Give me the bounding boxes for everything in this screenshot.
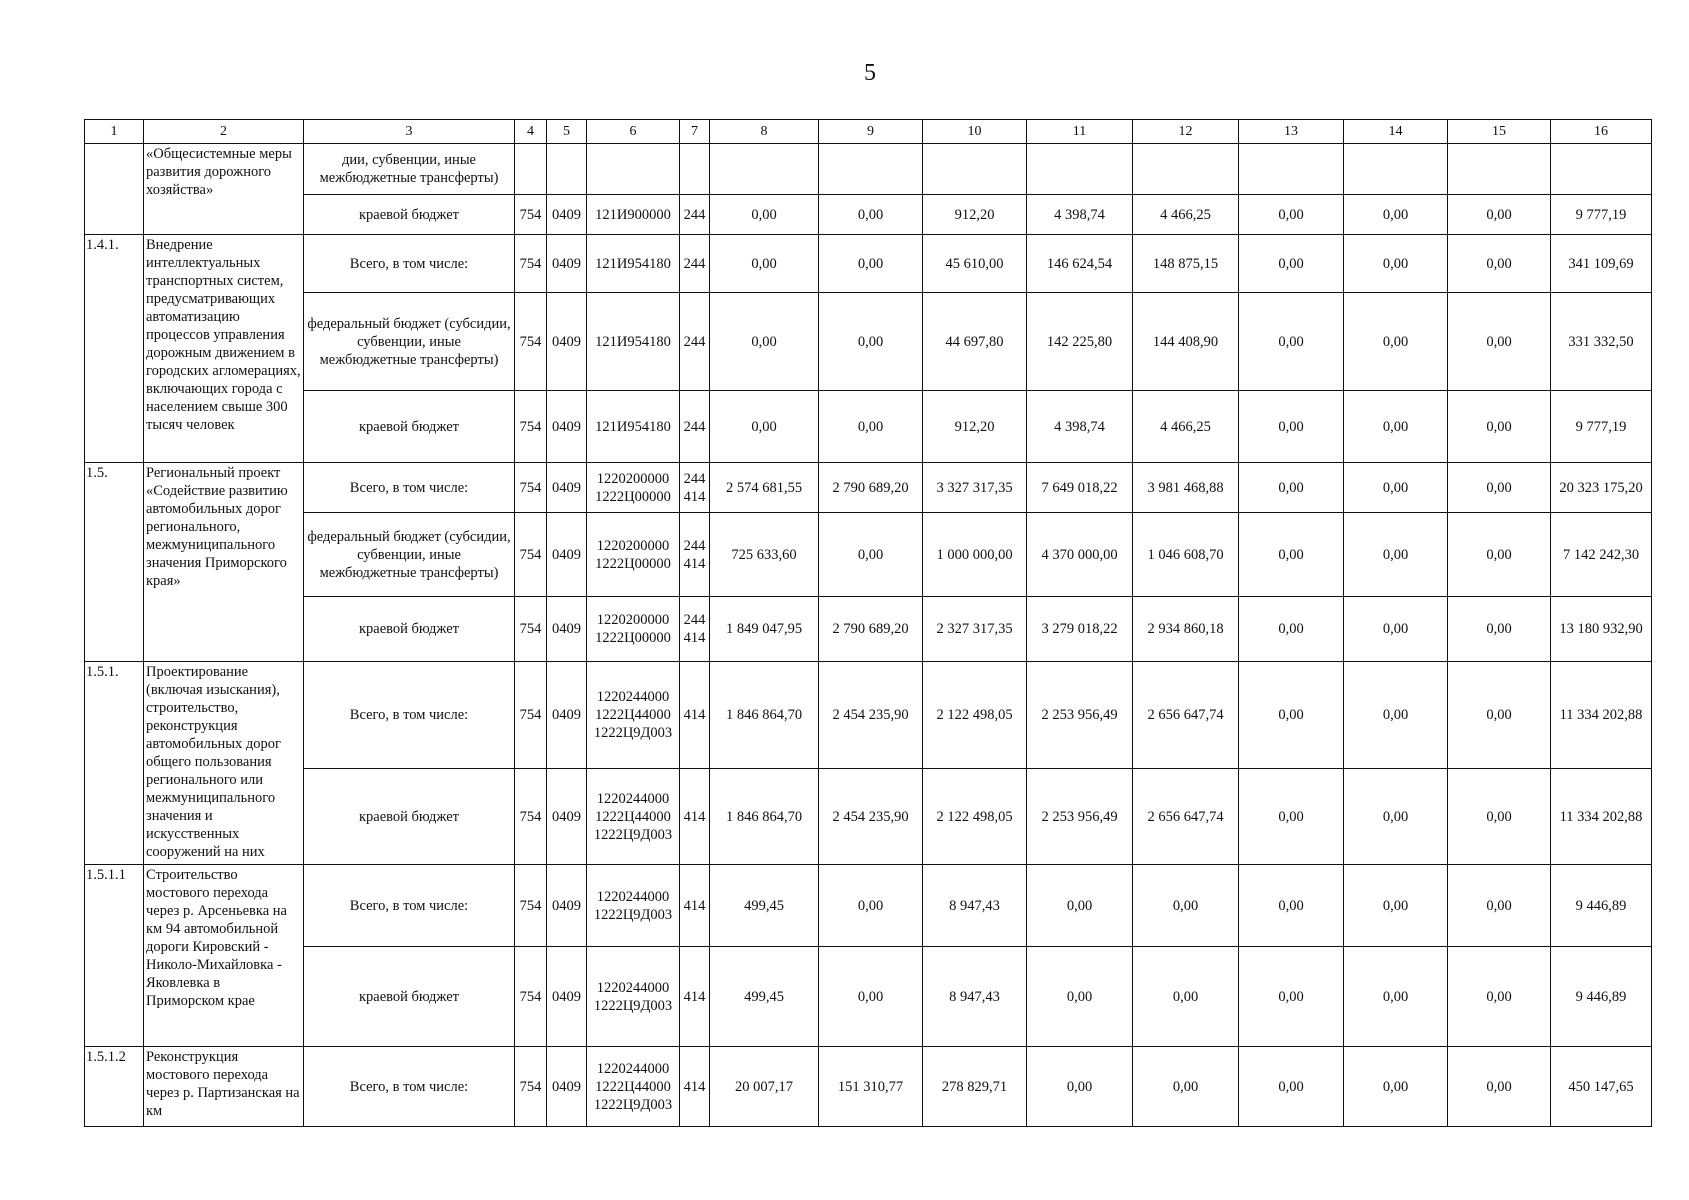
amount-cell: 1 046 608,70	[1133, 513, 1239, 597]
amount-cell: 0,00	[1344, 865, 1448, 947]
amount-cell: 0,00	[1239, 463, 1344, 513]
amount-cell: 0,00	[1344, 947, 1448, 1047]
target-article-code	[587, 195, 680, 235]
target-article-code	[587, 947, 680, 1047]
amount-cell: 0,00	[1448, 769, 1551, 865]
amount-cell: 0,00	[1239, 947, 1344, 1047]
amount-cell: 8 947,43	[923, 947, 1027, 1047]
target-article-line: 1220244000	[596, 979, 670, 996]
amount-cell	[819, 144, 923, 195]
target-article-line: 1222Ц00000	[595, 630, 671, 646]
amount-cell	[1133, 144, 1239, 195]
amount-cell: 499,45	[710, 947, 819, 1047]
item-name: «Общесистемные меры развития дорожного хозяйства»	[144, 144, 304, 235]
amount-cell: 0,00	[710, 235, 819, 293]
target-article-line: 1222Ц00000	[595, 555, 671, 572]
budget-code: 754	[515, 513, 547, 597]
funding-source: Всего, в том числе:	[304, 1047, 515, 1127]
target-article-line: 121И900000	[595, 206, 671, 223]
target-article-code	[587, 463, 680, 513]
amount-cell: 2 934 860,18	[1133, 597, 1239, 662]
table-row	[85, 865, 1652, 947]
funding-source: краевой бюджет	[304, 947, 515, 1047]
budget-code: 754	[515, 463, 547, 513]
target-article-line: 1220244000	[596, 790, 670, 807]
target-article-code	[587, 513, 680, 597]
item-name: Региональный проект «Содействие развитию автомобильных дорог регионального, межмуниципального значения Приморского края»	[144, 463, 304, 662]
target-article-line: 1222Ц9Д003	[593, 997, 673, 1014]
expense-type-code	[680, 597, 710, 662]
funding-source: Всего, в том числе:	[304, 865, 515, 947]
amount-cell: 9 777,19	[1551, 195, 1652, 235]
section-code: 0409	[547, 865, 587, 947]
amount-cell: 4 398,74	[1027, 195, 1133, 235]
amount-cell: 278 829,71	[923, 1047, 1027, 1127]
amount-cell: 9 446,89	[1551, 865, 1652, 947]
expense-type-line: 414	[683, 630, 706, 646]
amount-cell: 0,00	[710, 195, 819, 235]
amount-cell: 0,00	[1027, 1047, 1133, 1127]
amount-cell: 450 147,65	[1551, 1047, 1652, 1127]
amount-cell: 0,00	[1448, 1047, 1551, 1127]
section-code: 0409	[547, 662, 587, 769]
section-code: 0409	[547, 1047, 587, 1127]
table-row	[85, 947, 1652, 1047]
amount-cell: 11 334 202,88	[1551, 769, 1652, 865]
header-cell: 16	[1551, 120, 1652, 144]
amount-cell: 2 454 235,90	[819, 769, 923, 865]
expense-type-code: 244	[680, 293, 710, 391]
target-article-line: 1220200000	[596, 470, 670, 487]
funding-source: Всего, в том числе:	[304, 235, 515, 293]
section-code: 0409	[547, 947, 587, 1047]
amount-cell: 341 109,69	[1551, 235, 1652, 293]
header-cell: 10	[923, 120, 1027, 144]
target-article-line: 1222Ц44000	[595, 707, 671, 723]
amount-cell: 725 633,60	[710, 513, 819, 597]
amount-cell: 0,00	[1448, 463, 1551, 513]
amount-cell: 3 279 018,22	[1027, 597, 1133, 662]
amount-cell: 0,00	[1344, 391, 1448, 463]
target-article-line: 121И954180	[595, 255, 671, 272]
amount-cell: 7 649 018,22	[1027, 463, 1133, 513]
amount-cell: 4 466,25	[1133, 195, 1239, 235]
expense-type-code	[680, 463, 710, 513]
table-row	[85, 391, 1652, 463]
amount-cell: 2 790 689,20	[819, 463, 923, 513]
funding-source: Всего, в том числе:	[304, 662, 515, 769]
expense-type-code	[680, 513, 710, 597]
amount-cell: 0,00	[819, 391, 923, 463]
amount-cell: 0,00	[1344, 1047, 1448, 1127]
budget-code: 754	[515, 597, 547, 662]
expense-type-code: 414	[680, 1047, 710, 1127]
expense-type-code: 244	[680, 195, 710, 235]
section-code: 0409	[547, 391, 587, 463]
header-cell: 5	[547, 120, 587, 144]
expense-type-line: 244	[683, 470, 706, 487]
funding-source: Всего, в том числе:	[304, 463, 515, 513]
amount-cell: 4 466,25	[1133, 391, 1239, 463]
funding-source: краевой бюджет	[304, 391, 515, 463]
amount-cell: 0,00	[1344, 235, 1448, 293]
budget-code: 754	[515, 947, 547, 1047]
amount-cell: 4 398,74	[1027, 391, 1133, 463]
amount-cell: 148 875,15	[1133, 235, 1239, 293]
amount-cell: 4 370 000,00	[1027, 513, 1133, 597]
amount-cell: 3 327 317,35	[923, 463, 1027, 513]
expense-type-line: 414	[683, 488, 706, 505]
amount-cell: 0,00	[1344, 293, 1448, 391]
amount-cell: 0,00	[1448, 662, 1551, 769]
table-header-row	[85, 120, 1652, 144]
amount-cell	[1448, 144, 1551, 195]
amount-cell: 0,00	[819, 865, 923, 947]
target-article-line: 121И954180	[595, 333, 671, 350]
amount-cell: 0,00	[1448, 513, 1551, 597]
expense-type-code: 244	[680, 235, 710, 293]
target-article-code	[587, 662, 680, 769]
expense-type-line: 244	[683, 537, 706, 554]
amount-cell: 9 777,19	[1551, 391, 1652, 463]
item-number: 1.5.1.2	[85, 1047, 144, 1127]
budget-code: 754	[515, 391, 547, 463]
item-number: 1.5.1.	[85, 662, 144, 865]
amount-cell: 0,00	[1133, 947, 1239, 1047]
amount-cell: 20 007,17	[710, 1047, 819, 1127]
amount-cell: 0,00	[1344, 463, 1448, 513]
funding-source: федеральный бюджет (субсидии, субвенции, иные межбюджетные трансферты)	[304, 513, 515, 597]
amount-cell: 2 574 681,55	[710, 463, 819, 513]
expense-type-code: 244	[680, 391, 710, 463]
funding-source: краевой бюджет	[304, 195, 515, 235]
section-code: 0409	[547, 513, 587, 597]
table-row	[85, 662, 1652, 769]
amount-cell: 2 122 498,05	[923, 769, 1027, 865]
budget-code	[515, 144, 547, 195]
amount-cell: 0,00	[710, 293, 819, 391]
header-cell: 13	[1239, 120, 1344, 144]
target-article-line: 1222Ц44000	[595, 1078, 671, 1095]
header-cell: 15	[1448, 120, 1551, 144]
amount-cell	[1239, 144, 1344, 195]
amount-cell: 0,00	[1239, 235, 1344, 293]
item-name: Внедрение интеллектуальных транспортных систем, предусматривающих автоматизацию процессов управления дорожным движением в городских агломерациях, включающих города с населением свыше 300 тысяч человек	[144, 235, 304, 463]
amount-cell: 0,00	[1027, 865, 1133, 947]
amount-cell: 9 446,89	[1551, 947, 1652, 1047]
item-number: 1.5.	[85, 463, 144, 662]
section-code: 0409	[547, 293, 587, 391]
target-article-line: 1222Ц9Д003	[593, 1096, 673, 1113]
amount-cell: 2 327 317,35	[923, 597, 1027, 662]
header-cell: 8	[710, 120, 819, 144]
amount-cell: 2 253 956,49	[1027, 662, 1133, 769]
amount-cell: 0,00	[1344, 195, 1448, 235]
amount-cell: 0,00	[1448, 293, 1551, 391]
expense-type-code	[680, 144, 710, 195]
amount-cell: 45 610,00	[923, 235, 1027, 293]
amount-cell: 20 323 175,20	[1551, 463, 1652, 513]
amount-cell: 1 846 864,70	[710, 769, 819, 865]
target-article-line: 1222Ц9Д003	[593, 906, 673, 923]
amount-cell: 0,00	[1239, 1047, 1344, 1127]
target-article-line: 1222Ц9Д003	[593, 725, 673, 741]
header-cell: 3	[304, 120, 515, 144]
amount-cell: 0,00	[1133, 865, 1239, 947]
amount-cell: 146 624,54	[1027, 235, 1133, 293]
funding-source: краевой бюджет	[304, 769, 515, 865]
amount-cell: 499,45	[710, 865, 819, 947]
target-article-line: 1222Ц00000	[595, 488, 671, 505]
expense-type-line: 414	[683, 555, 706, 572]
amount-cell: 142 225,80	[1027, 293, 1133, 391]
header-cell: 2	[144, 120, 304, 144]
amount-cell: 144 408,90	[1133, 293, 1239, 391]
amount-cell: 7 142 242,30	[1551, 513, 1652, 597]
amount-cell: 1 849 047,95	[710, 597, 819, 662]
amount-cell: 0,00	[1344, 513, 1448, 597]
target-article-line: 1220244000	[596, 689, 670, 705]
header-cell: 11	[1027, 120, 1133, 144]
amount-cell: 0,00	[1239, 391, 1344, 463]
table-row	[85, 769, 1652, 865]
table-row	[85, 513, 1652, 597]
amount-cell: 1 000 000,00	[923, 513, 1027, 597]
amount-cell: 8 947,43	[923, 865, 1027, 947]
section-code: 0409	[547, 235, 587, 293]
table-row	[85, 463, 1652, 513]
amount-cell: 0,00	[1239, 769, 1344, 865]
target-article-code	[587, 144, 680, 195]
target-article-code	[587, 1047, 680, 1127]
amount-cell: 0,00	[1448, 597, 1551, 662]
amount-cell: 44 697,80	[923, 293, 1027, 391]
section-code	[547, 144, 587, 195]
target-article-line: 1220244000	[596, 1060, 670, 1077]
amount-cell: 0,00	[819, 293, 923, 391]
amount-cell	[1027, 144, 1133, 195]
amount-cell: 0,00	[819, 235, 923, 293]
section-code: 0409	[547, 463, 587, 513]
target-article-code	[587, 235, 680, 293]
budget-code: 754	[515, 235, 547, 293]
amount-cell: 0,00	[1239, 513, 1344, 597]
budget-code: 754	[515, 769, 547, 865]
header-cell: 4	[515, 120, 547, 144]
item-number: 1.4.1.	[85, 235, 144, 463]
target-article-code	[587, 597, 680, 662]
target-article-line: 1220244000	[596, 888, 670, 905]
amount-cell: 0,00	[1239, 865, 1344, 947]
amount-cell: 3 981 468,88	[1133, 463, 1239, 513]
amount-cell: 0,00	[1344, 662, 1448, 769]
budget-code: 754	[515, 293, 547, 391]
amount-cell: 0,00	[1448, 947, 1551, 1047]
amount-cell: 2 253 956,49	[1027, 769, 1133, 865]
expense-type-code: 414	[680, 769, 710, 865]
target-article-code	[587, 391, 680, 463]
amount-cell: 11 334 202,88	[1551, 662, 1652, 769]
target-article-line: 1222Ц44000	[595, 808, 671, 825]
amount-cell: 0,00	[819, 513, 923, 597]
target-article-line: 1220200000	[596, 612, 670, 628]
amount-cell: 0,00	[1448, 391, 1551, 463]
amount-cell: 0,00	[1027, 947, 1133, 1047]
funding-source: федеральный бюджет (субсидии, субвенции, иные межбюджетные трансферты)	[304, 293, 515, 391]
item-name: Строительство мостового перехода через р. Арсеньевка на км 94 автомобильной дороги Кировский - Николо-Михайловка - Яковлевка в Приморском крае	[144, 865, 304, 1047]
amount-cell	[1551, 144, 1652, 195]
amount-cell: 0,00	[1344, 597, 1448, 662]
amount-cell: 0,00	[1448, 195, 1551, 235]
amount-cell: 912,20	[923, 195, 1027, 235]
budget-code: 754	[515, 1047, 547, 1127]
target-article-code	[587, 293, 680, 391]
amount-cell: 2 454 235,90	[819, 662, 923, 769]
section-code: 0409	[547, 597, 587, 662]
header-cell: 1	[85, 120, 144, 144]
amount-cell: 0,00	[1448, 865, 1551, 947]
amount-cell: 2 122 498,05	[923, 662, 1027, 769]
amount-cell: 151 310,77	[819, 1047, 923, 1127]
amount-cell: 0,00	[1344, 769, 1448, 865]
item-name: Реконструкция мостового перехода через р. Партизанская на км	[144, 1047, 304, 1127]
section-code: 0409	[547, 769, 587, 865]
header-cell: 7	[680, 120, 710, 144]
expense-type-code: 414	[680, 947, 710, 1047]
amount-cell: 0,00	[1133, 1047, 1239, 1127]
amount-cell: 0,00	[1239, 662, 1344, 769]
table-row	[85, 293, 1652, 391]
amount-cell: 0,00	[710, 391, 819, 463]
amount-cell	[710, 144, 819, 195]
target-article-line: 1220200000	[596, 537, 670, 554]
header-cell: 12	[1133, 120, 1239, 144]
target-article-line: 121И954180	[595, 418, 671, 435]
funding-source: дии, субвенции, иные межбюджетные трансферты)	[304, 144, 515, 195]
amount-cell: 0,00	[819, 195, 923, 235]
amount-cell: 912,20	[923, 391, 1027, 463]
budget-code: 754	[515, 662, 547, 769]
target-article-line: 1222Ц9Д003	[593, 826, 673, 843]
header-cell: 6	[587, 120, 680, 144]
amount-cell: 0,00	[1239, 293, 1344, 391]
item-number: 1.5.1.1	[85, 865, 144, 1047]
amount-cell	[923, 144, 1027, 195]
header-cell: 9	[819, 120, 923, 144]
amount-cell: 13 180 932,90	[1551, 597, 1652, 662]
expense-type-code: 414	[680, 865, 710, 947]
target-article-code	[587, 769, 680, 865]
table-row	[85, 235, 1652, 293]
amount-cell: 2 656 647,74	[1133, 662, 1239, 769]
amount-cell: 0,00	[1448, 235, 1551, 293]
table-row	[85, 1047, 1652, 1127]
expense-type-code: 414	[680, 662, 710, 769]
table-row	[85, 144, 1652, 195]
item-name: Проектирование (включая изыскания), строительство, реконструкция автомобильных дорог общего пользования регионального или межмуниципального значения и искусственных сооружений на них	[144, 662, 304, 865]
amount-cell: 331 332,50	[1551, 293, 1652, 391]
budget-table	[84, 119, 1652, 1127]
header-cell: 14	[1344, 120, 1448, 144]
page-number: 5	[864, 60, 876, 86]
table-row	[85, 597, 1652, 662]
budget-code: 754	[515, 195, 547, 235]
amount-cell: 2 790 689,20	[819, 597, 923, 662]
amount-cell: 0,00	[819, 947, 923, 1047]
item-number	[85, 144, 144, 235]
table-row	[85, 195, 1652, 235]
expense-type-line: 244	[683, 612, 706, 628]
amount-cell: 0,00	[1239, 195, 1344, 235]
funding-source: краевой бюджет	[304, 597, 515, 662]
section-code: 0409	[547, 195, 587, 235]
target-article-code	[587, 865, 680, 947]
amount-cell: 2 656 647,74	[1133, 769, 1239, 865]
budget-code: 754	[515, 865, 547, 947]
amount-cell: 0,00	[1239, 597, 1344, 662]
amount-cell: 1 846 864,70	[710, 662, 819, 769]
amount-cell	[1344, 144, 1448, 195]
